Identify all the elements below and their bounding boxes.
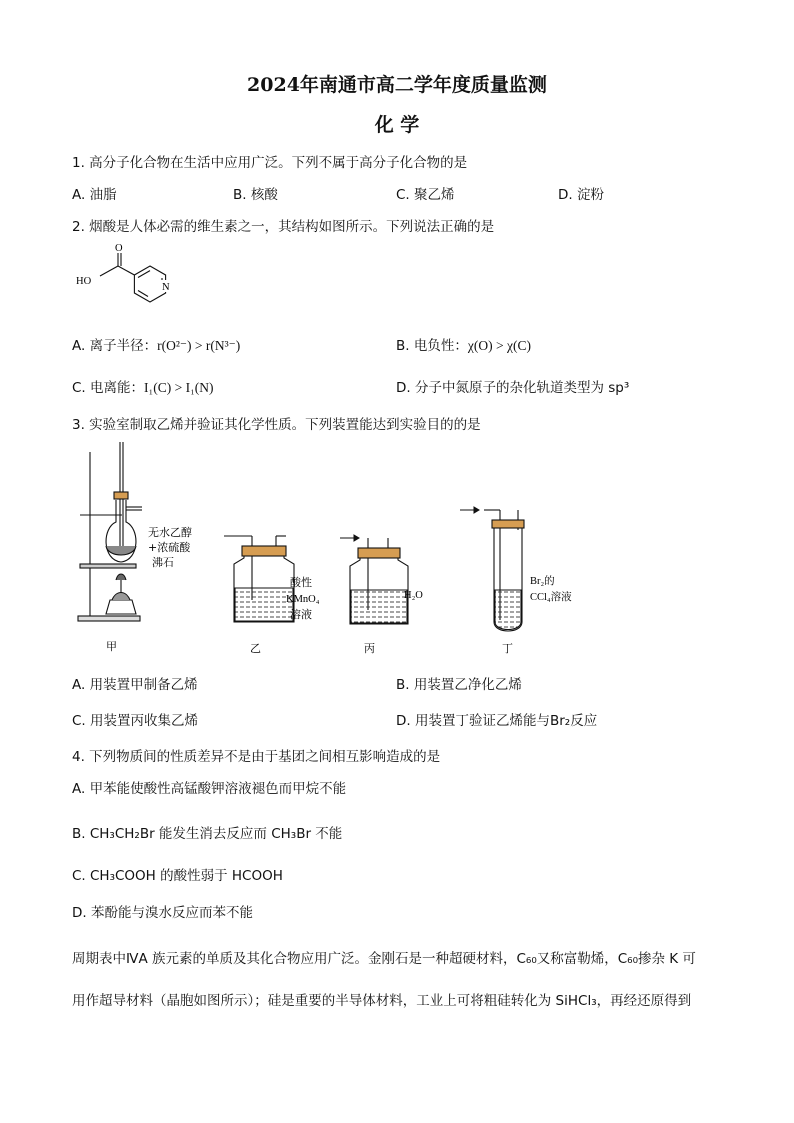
q3-option-c: C. 用装置丙收集乙烯 [72,713,199,729]
passage-line-1: 周期表中ⅣA 族元素的单质及其化合物应用广泛。金刚石是一种超硬材料，C₆₀又称富勒烯，C₆₀掺杂 K 可 [72,951,696,967]
q3-option-d: D. 用装置丁验证乙烯能与Br₂反应 [396,713,598,729]
q4-option-c: C. CH₃COOH 的酸性弱于 HCOOH [72,868,283,884]
q4-option-d: D. 苯酚能与溴水反应而苯不能 [72,905,253,921]
q3-option-b: B. 用装置乙净化乙烯 [396,677,522,693]
hydroxyl-label: HO [76,276,92,287]
q2-option-b: B. 电负性：χ(O) > χ(C) [396,338,531,354]
reagent-label-1: 无水乙醇 [148,526,192,539]
q2-option-a: A. 离子半径：r(O²⁻) > r(N³⁻) [72,338,241,354]
q2-option-c: C. 电离能：I₁(C) > I₁(N) [72,380,214,396]
apparatus-label-jia: 甲 [106,640,117,653]
carbonyl-o-label: O [115,243,123,254]
q2-stem: 2. 烟酸是人体必需的维生素之一，其结构如图所示。下列说法正确的是 [72,219,495,235]
reagent-label-3: 沸石 [152,556,174,569]
solution-label-2: KMnO₄ [286,594,320,605]
q4-option-b: B. CH₃CH₂Br 能发生消去反应而 CH₃Br 不能 [72,826,343,842]
bromine-label-1: Br₂的 [530,576,555,587]
nitrogen-label: N [162,282,170,293]
q4-option-a: A. 甲苯能使酸性高锰酸钾溶液褪色而甲烷不能 [72,781,347,797]
q1-option-a: A. 油脂 [72,187,117,203]
page-title: 2024年南通市高二学年度质量监测 [247,74,547,96]
apparatus-figure [72,440,612,660]
apparatus-label-ding: 丁 [502,642,513,655]
q1-option-c: C. 聚乙烯 [396,187,455,203]
bromine-label-2: CCl₄溶液 [530,592,572,603]
passage-line-2: 用作超导材料（晶胞如图所示）；硅是重要的半导体材料，工业上可将粗硅转化为 SiHCl₃，再经还原得到 [72,993,692,1009]
solution-label-3: 溶液 [290,608,312,621]
q3-stem: 3. 实验室制取乙烯并验证其化学性质。下列装置能达到实验目的的是 [72,417,481,433]
q1-option-d: D. 淀粉 [558,187,604,203]
nicotinic-acid-structure [72,240,192,308]
subject-title: 化 学 [374,114,420,136]
q4-stem: 4. 下列物质间的性质差异不是由于基团之间相互影响造成的是 [72,749,441,765]
reagent-label-2: +浓硫酸 [148,541,191,554]
apparatus-label-bing: 丙 [364,642,375,655]
q3-option-a: A. 用装置甲制备乙烯 [72,677,198,693]
q1-stem: 1. 高分子化合物在生活中应用广泛。下列不属于高分子化合物的是 [72,155,468,171]
q1-option-b: B. 核酸 [233,187,278,203]
apparatus-label-yi: 乙 [250,642,261,655]
solution-label-1: 酸性 [290,576,312,589]
water-label: H₂O [404,590,423,601]
q2-option-d: D. 分子中氮原子的杂化轨道类型为 sp³ [396,380,630,396]
